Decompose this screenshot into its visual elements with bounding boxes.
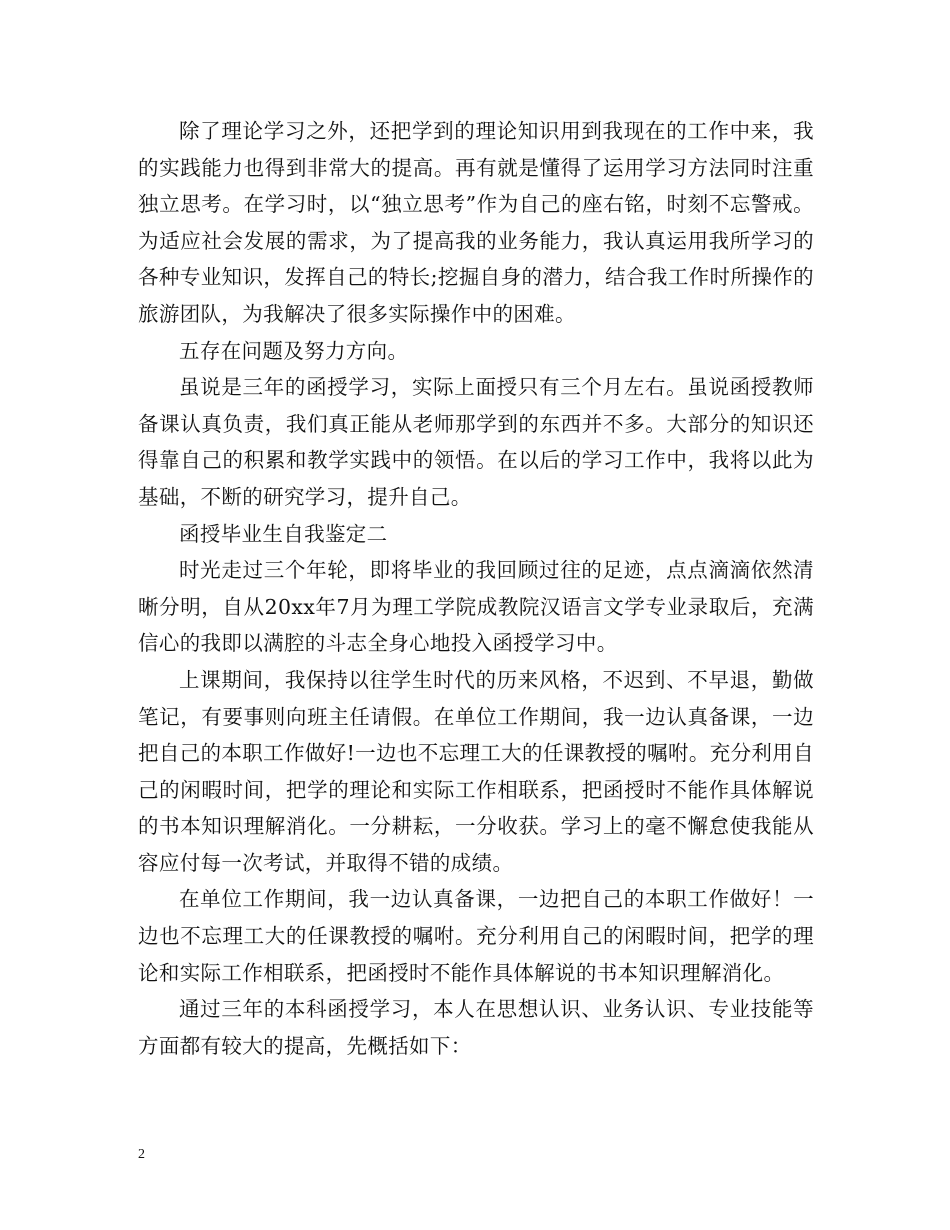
paragraph-section-five-heading: 五存在问题及努力方向。 — [179, 338, 409, 363]
paragraph-theory-practice: 除了理论学习之外，还把学到的理论知识用到我现在的工作中来，我的实践能力也得到非常大的提高。再有就是懂得了运用学习方法同时注重独立思考。在学习时，以“独立思考”作为自己的座右铭，时刻不忘警戒。为适应社会发展的需求，为了提高我的业务能力，我认真运用我所学习的各种专业知识，发挥自己的特长;挖掘自身的潜力，结合我工作时所操作的旅游团队，为我解决了很多实际操作中的困难。 — [138, 119, 814, 326]
paragraph-summary-intro: 通过三年的本科函授学习，本人在思想认识、业务认识、专业技能等方面都有较大的提高，先概括如下： — [138, 997, 814, 1058]
document-body — [138, 113, 814, 1064]
paragraph-appraisal-two-heading: 函授毕业生自我鉴定二 — [179, 521, 388, 546]
paragraph-correspondence-study: 虽说是三年的函授学习，实际上面授只有三个月左右。虽说函授教师备课认真负责，我们真正能从老师那学到的东西并不多。大部分的知识还得靠自己的积累和教学实践中的领悟。在以后的学习工作中，我将以此为基础，不断的研究学习，提升自己。 — [138, 375, 814, 509]
page-number: 2 — [138, 1147, 145, 1162]
paragraph-three-years-review: 时光走过三个年轮，即将毕业的我回顾过往的足迹，点点滴滴依然清晰分明，自从20xx年7月为理工学院成教院汉语言文学专业录取后，充满信心的我即以满腔的斗志全身心地投入函授学习中。 — [138, 558, 814, 656]
paragraph-work-period: 在单位工作期间，我一边认真备课，一边把自己的本职工作做好！一边也不忘理工大的任课教授的嘱咐。充分利用自己的闲暇时间，把学的理论和实际工作相联系，把函授时不能作具体解说的书本知识理解消化。 — [138, 887, 814, 985]
paragraph-class-period: 上课期间，我保持以往学生时代的历来风格，不迟到、不早退，勤做笔记，有要事则向班主任请假。在单位工作期间，我一边认真备课，一边把自己的本职工作做好!一边也不忘理工大的任课教授的嘱咐。充分利用自己的闲暇时间，把学的理论和实际工作相联系，把函授时不能作具体解说的书本知识理解消化。一分耕耘，一分收获。学习上的毫不懈怠使我能从容应付每一次考试，并取得不错的成绩。 — [138, 667, 814, 875]
